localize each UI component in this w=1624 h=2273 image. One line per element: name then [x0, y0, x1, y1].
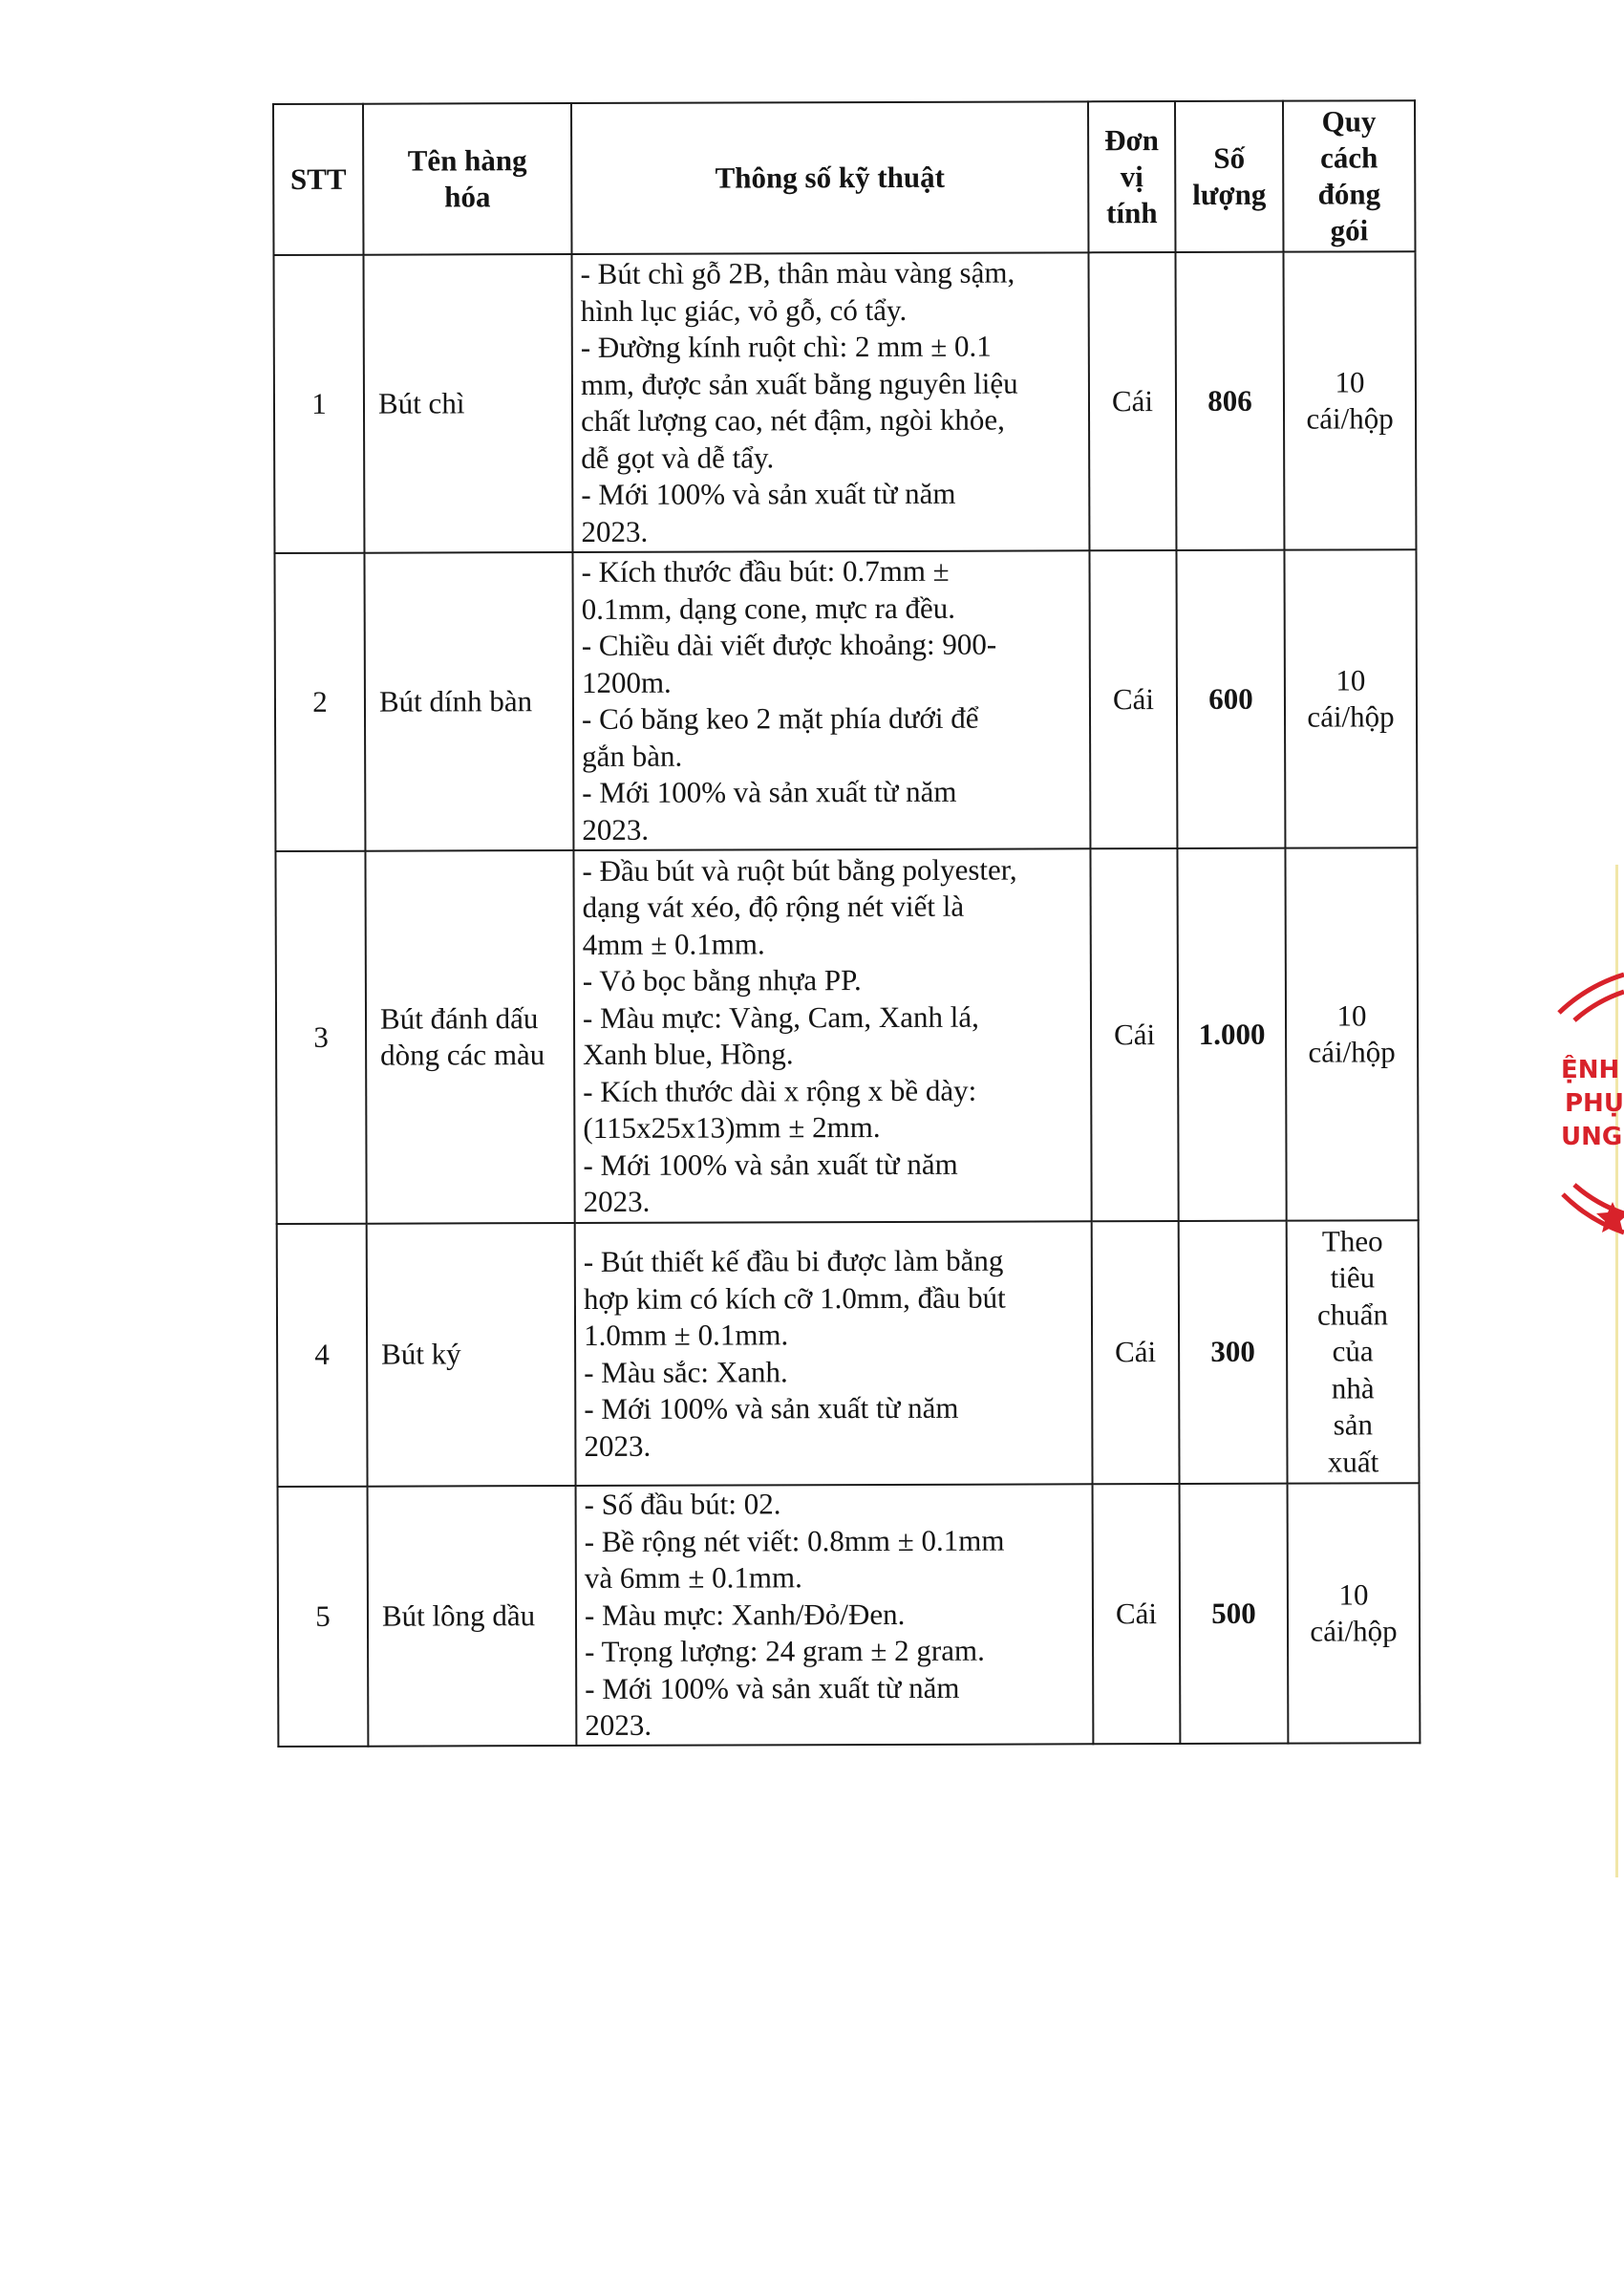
table-row — [278, 1483, 1421, 1747]
text-line: xuất — [1327, 1445, 1379, 1479]
cell-quantity: 600 — [1176, 550, 1285, 848]
cell-stt: 5 — [278, 1487, 369, 1747]
text-line: - Trọng lượng: 24 gram ± 2 gram. — [585, 1633, 985, 1669]
cell-stt: 1 — [273, 255, 364, 553]
cell-stt: 4 — [277, 1224, 368, 1487]
cell-unit: Cái — [1088, 252, 1176, 550]
header-stt-text: STT — [289, 161, 347, 196]
text-line: 1200m. — [581, 665, 672, 699]
text-line: - Mới 100% và sản xuất từ năm — [581, 476, 956, 511]
text-line: Bút đánh dấu — [379, 1000, 539, 1036]
text-line: đóng — [1317, 177, 1381, 211]
text-line: chuẩn — [1316, 1297, 1389, 1332]
cell-specification — [572, 550, 1090, 850]
header-stt — [273, 104, 363, 255]
text-line: Đơn — [1104, 123, 1160, 158]
svg-text:PHỤ: PHỤ — [1565, 1089, 1624, 1118]
cell-packaging — [1284, 549, 1417, 847]
cell-quantity: 500 — [1180, 1484, 1289, 1744]
seal-icon — [1546, 955, 1624, 1261]
text-line: 10 — [1335, 364, 1365, 399]
text-line: 10 — [1336, 662, 1366, 697]
text-line: Bút lông dầu — [381, 1598, 536, 1633]
text-line: tiêu — [1330, 1260, 1376, 1295]
text-line: 0.1mm, dạng cone, mực ra đều. — [581, 590, 955, 626]
text-line: mm, được sản xuất bằng nguyên liệu — [580, 366, 1018, 401]
specification-table — [272, 99, 1421, 1748]
text-line: cái/hộp — [1307, 699, 1395, 734]
text-line: chất lượng cao, nét đậm, ngòi khỏe, — [580, 402, 1005, 438]
cell-specification — [575, 1221, 1093, 1486]
cell-unit: Cái — [1093, 1484, 1181, 1744]
text-line: nhà — [1331, 1371, 1375, 1405]
text-line: và 6mm ± 0.1mm. — [584, 1560, 802, 1596]
header-spec — [571, 101, 1088, 254]
cell-packaging — [1283, 251, 1416, 549]
text-line: - Mới 100% và sản xuất từ năm — [582, 774, 957, 809]
cell-stt: 3 — [275, 851, 366, 1224]
cell-packaging — [1285, 847, 1418, 1220]
text-line: - Bút thiết kế đầu bi được làm bằng — [583, 1243, 1004, 1278]
text-line: 10 — [1336, 997, 1367, 1033]
text-line: gói — [1330, 213, 1369, 247]
text-line: - Màu mực: Vàng, Cam, Xanh lá, — [582, 999, 979, 1035]
text-line: Số — [1213, 140, 1246, 175]
header-pack — [1283, 100, 1415, 251]
cell-quantity: 806 — [1175, 252, 1284, 550]
svg-text:UNG: UNG — [1561, 1123, 1623, 1151]
header-qty — [1175, 101, 1283, 252]
text-line: 1.0mm ± 0.1mm. — [583, 1318, 789, 1352]
text-line: cái/hộp — [1310, 1614, 1398, 1648]
text-line: - Bề rộng nét viết: 0.8mm ± 0.1mm — [584, 1523, 1005, 1558]
cell-unit: Cái — [1090, 848, 1178, 1221]
text-line: dạng vát xéo, độ rộng nét viết là — [582, 889, 965, 924]
cell-stt: 2 — [274, 553, 365, 851]
text-line: gắn bàn. — [582, 739, 683, 773]
text-line: của — [1332, 1334, 1374, 1368]
cell-unit: Cái — [1092, 1221, 1180, 1484]
text-line: - Mới 100% và sản xuất từ năm — [584, 1390, 959, 1426]
text-line: lượng — [1192, 177, 1267, 211]
text-line: hợp kim có kích cỡ 1.0mm, đầu bút — [583, 1280, 1006, 1316]
text-line: - Kích thước đầu bút: 0.7mm ± — [581, 553, 950, 589]
svg-text:ỆNH: ỆNH — [1561, 1056, 1620, 1084]
cell-specification — [573, 848, 1091, 1223]
text-line: - Bút chì gỗ 2B, thân màu vàng sậm, — [580, 255, 1015, 290]
text-line: 10 — [1338, 1576, 1369, 1612]
cell-quantity: 1.000 — [1177, 848, 1286, 1221]
table-row — [274, 549, 1417, 851]
header-row — [273, 100, 1415, 255]
text-line: 2023. — [581, 514, 649, 548]
text-line: cái/hộp — [1308, 1035, 1396, 1069]
text-line: - Có băng keo 2 mặt phía dưới để — [581, 700, 979, 736]
text-line: - Mới 100% và sản xuất từ năm — [585, 1670, 960, 1705]
text-line: 4mm ± 0.1mm. — [582, 926, 765, 961]
text-line: - Số đầu bút: 02. — [584, 1487, 781, 1522]
text-line: vị — [1120, 160, 1143, 194]
text-line: Xanh blue, Hồng. — [583, 1037, 794, 1071]
text-line: cái/hộp — [1306, 401, 1394, 436]
cell-specification — [571, 252, 1089, 552]
cell-unit: Cái — [1089, 550, 1177, 848]
text-line: - Đầu bút và ruột bút bằng polyester, — [582, 852, 1017, 888]
text-line: 2023. — [582, 812, 650, 847]
text-line: Tên hàng — [407, 143, 527, 178]
text-line: sản — [1333, 1407, 1374, 1442]
text-line: - Đường kính ruột chì: 2 mm ± 0.1 — [580, 329, 992, 364]
table-row — [277, 1220, 1420, 1487]
cell-quantity: 300 — [1179, 1221, 1288, 1484]
text-line: Quy — [1321, 104, 1377, 139]
header-unit — [1088, 101, 1175, 252]
cell-item-name — [368, 1486, 577, 1747]
red-seal-stamp — [1546, 955, 1624, 1261]
text-line: 2023. — [583, 1184, 651, 1218]
text-line: - Vỏ bọc bằng nhựa PP. — [582, 963, 862, 997]
cell-packaging — [1287, 1220, 1420, 1483]
text-line: 2023. — [584, 1428, 652, 1463]
cell-specification — [576, 1484, 1094, 1746]
text-line: dễ gọt và dễ tẩy. — [581, 440, 775, 475]
text-line: - Màu mực: Xanh/Đỏ/Đen. — [584, 1597, 906, 1632]
cell-item-name — [363, 254, 572, 553]
text-line: Bút dính bàn — [378, 683, 533, 718]
cell-item-name — [367, 1223, 576, 1487]
text-line: - Mới 100% và sản xuất từ năm — [583, 1147, 958, 1182]
header-name — [363, 103, 571, 255]
text-line: (115x25x13)mm ± 2mm. — [583, 1110, 881, 1145]
cell-item-name — [365, 850, 574, 1224]
table-row — [273, 251, 1416, 553]
text-line: hóa — [444, 180, 491, 214]
text-line: 2023. — [585, 1708, 652, 1743]
cell-packaging — [1288, 1483, 1421, 1743]
text-line: Bút ký — [381, 1337, 461, 1371]
header-spec-text: Thông số kỹ thuật — [715, 160, 945, 195]
text-line: - Màu sắc: Xanh. — [584, 1354, 788, 1389]
text-line: dòng các màu — [380, 1038, 545, 1072]
table-row — [275, 847, 1418, 1224]
cell-item-name — [364, 552, 573, 851]
text-line: Theo — [1321, 1224, 1383, 1258]
text-line: cách — [1319, 140, 1378, 175]
text-line: hình lục giác, vỏ gỗ, có tẩy. — [580, 292, 908, 328]
text-line: tính — [1106, 196, 1158, 230]
text-line: - Kích thước dài x rộng x bề dày: — [583, 1073, 977, 1108]
text-line: - Chiều dài viết được khoảng: 900- — [581, 627, 997, 662]
text-line: Bút chì — [377, 386, 465, 420]
